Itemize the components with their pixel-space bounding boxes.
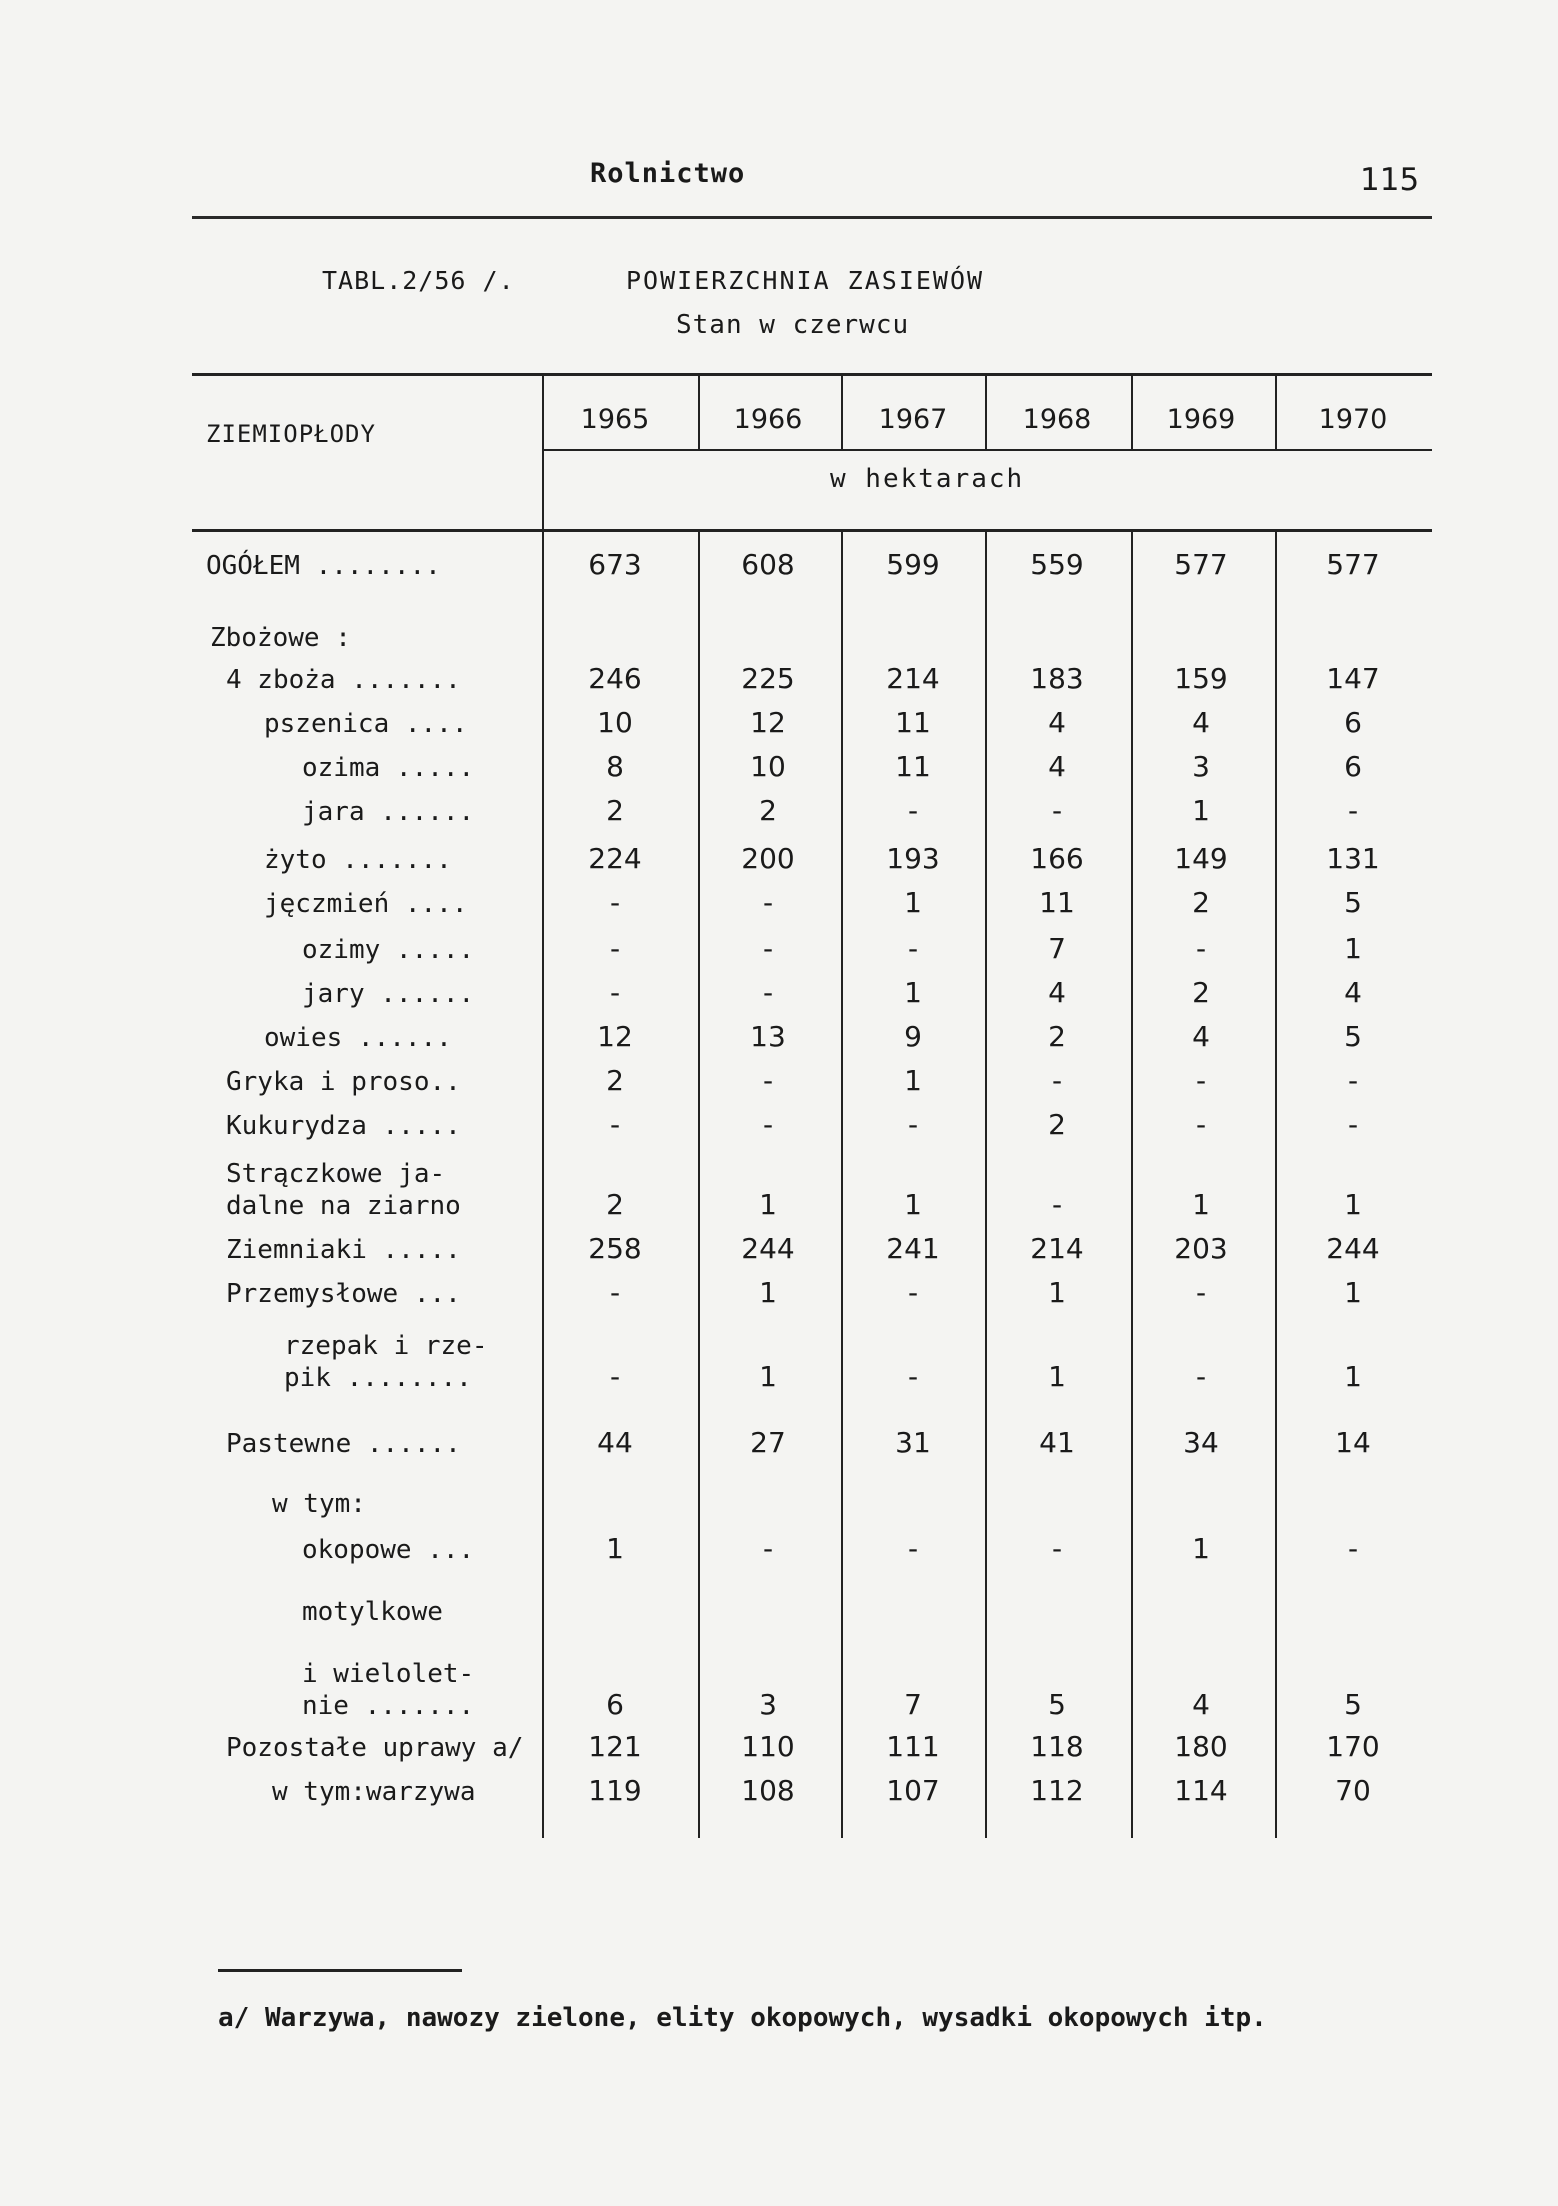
table-cell: 31 xyxy=(895,1426,931,1459)
table-cell: 180 xyxy=(1174,1730,1228,1763)
table-cell: 1 xyxy=(1344,932,1362,965)
table-cell: 214 xyxy=(1030,1232,1084,1265)
table-cell: 7 xyxy=(1048,932,1066,965)
table-cell: 10 xyxy=(750,750,786,783)
row-label: Przemysłowe ... xyxy=(226,1279,461,1309)
table-cell: 119 xyxy=(588,1774,642,1807)
table-cell: 4 xyxy=(1048,706,1066,739)
table-cell: 9 xyxy=(904,1020,922,1053)
table-cell: 608 xyxy=(741,548,795,581)
table-cell: 1 xyxy=(904,1188,922,1221)
table-cell: 108 xyxy=(741,1774,795,1807)
table-cell: 11 xyxy=(895,750,931,783)
table-cell: 1 xyxy=(1192,794,1210,827)
year-header: 1970 xyxy=(1318,404,1388,435)
table-cell: 34 xyxy=(1183,1426,1219,1459)
year-header: 1965 xyxy=(580,404,650,435)
table-cell: 2 xyxy=(1192,976,1210,1009)
table-cell: 1 xyxy=(1048,1276,1066,1309)
row-label: Kukurydza ..... xyxy=(226,1111,461,1141)
unit-label: w hektarach xyxy=(830,464,1025,494)
row-label: żyto ....... xyxy=(264,845,452,875)
table-cell: 559 xyxy=(1030,548,1084,581)
table-cell: 159 xyxy=(1174,662,1228,695)
table-cell: - xyxy=(1051,1064,1063,1097)
table-cell: 1 xyxy=(904,1064,922,1097)
table-cell: - xyxy=(762,1532,774,1565)
table-cell: 599 xyxy=(886,548,940,581)
table-cell: 5 xyxy=(1344,886,1362,919)
table-cell: 2 xyxy=(606,1064,624,1097)
table-cell: - xyxy=(1051,1188,1063,1221)
year-header: 1966 xyxy=(733,404,803,435)
table-cell: 6 xyxy=(606,1688,624,1721)
year-header: 1968 xyxy=(1022,404,1092,435)
table-cell: 1 xyxy=(1344,1360,1362,1393)
table-cell: 200 xyxy=(741,842,795,875)
table-cell: 11 xyxy=(895,706,931,739)
table-cell: 4 xyxy=(1048,750,1066,783)
table-cell: 118 xyxy=(1030,1730,1084,1763)
table-cell: 1 xyxy=(904,976,922,1009)
page-number: 115 xyxy=(1360,162,1420,198)
table-cell: 246 xyxy=(588,662,642,695)
row-label: w tym:warzywa xyxy=(272,1777,476,1807)
row-label: ozimy ..... xyxy=(302,935,475,965)
table-cell: 2 xyxy=(1048,1108,1066,1141)
table-cell: 193 xyxy=(886,842,940,875)
table-cell: 166 xyxy=(1030,842,1084,875)
table-cell: 2 xyxy=(1048,1020,1066,1053)
table-cell: - xyxy=(762,932,774,965)
table-cell: - xyxy=(1051,1532,1063,1565)
table-cell: 112 xyxy=(1030,1774,1084,1807)
row-label: w tym: xyxy=(272,1489,366,1519)
row-label: owies ...... xyxy=(264,1023,452,1053)
table-cell: - xyxy=(609,1360,621,1393)
table-cell: - xyxy=(1195,1276,1207,1309)
table-cell: 111 xyxy=(886,1730,940,1763)
table-cell: 1 xyxy=(759,1276,777,1309)
table-cell: 224 xyxy=(588,842,642,875)
table-cell: 5 xyxy=(1344,1020,1362,1053)
table-cell: 183 xyxy=(1030,662,1084,695)
table-cell: 1 xyxy=(759,1188,777,1221)
table-cell: 5 xyxy=(1048,1688,1066,1721)
years-rule xyxy=(542,449,1432,451)
table-cell: - xyxy=(1195,932,1207,965)
table-cell: 258 xyxy=(588,1232,642,1265)
table-cell: 1 xyxy=(1192,1188,1210,1221)
table-cell: 5 xyxy=(1344,1688,1362,1721)
table-title: POWIERZCHNIA ZASIEWÓW xyxy=(626,266,985,295)
table-cell: 70 xyxy=(1335,1774,1371,1807)
table-cell: 2 xyxy=(606,1188,624,1221)
table-cell: - xyxy=(762,1064,774,1097)
table-cell: 225 xyxy=(741,662,795,695)
table-cell: 41 xyxy=(1039,1426,1075,1459)
table-cell: 4 xyxy=(1048,976,1066,1009)
table-cell: - xyxy=(907,794,919,827)
table-cell: 2 xyxy=(606,794,624,827)
row-label: Gryka i proso.. xyxy=(226,1067,461,1097)
header-bottom-rule xyxy=(192,529,1432,532)
table-cell: - xyxy=(907,932,919,965)
footnote-rule xyxy=(218,1969,462,1972)
table-cell: - xyxy=(1347,1108,1359,1141)
table-cell: 107 xyxy=(886,1774,940,1807)
table-cell: 4 xyxy=(1192,706,1210,739)
table-cell: 27 xyxy=(750,1426,786,1459)
table-cell: 13 xyxy=(750,1020,786,1053)
table-cell: 114 xyxy=(1174,1774,1228,1807)
table-cell: 1 xyxy=(1344,1188,1362,1221)
row-label: jary ...... xyxy=(302,979,475,1009)
table-cell: 8 xyxy=(606,750,624,783)
table-cell: 3 xyxy=(1192,750,1210,783)
table-cell: 147 xyxy=(1326,662,1380,695)
row-label: i wielolet- nie ....... xyxy=(302,1659,475,1721)
row-label: 4 zboża ....... xyxy=(226,665,461,695)
row-label: OGÓŁEM ........ xyxy=(206,551,441,581)
table-cell: - xyxy=(1195,1064,1207,1097)
table-cell: 577 xyxy=(1326,548,1380,581)
table-cell: - xyxy=(907,1108,919,1141)
table-cell: 4 xyxy=(1192,1020,1210,1053)
year-header: 1967 xyxy=(878,404,948,435)
table-cell: - xyxy=(1195,1360,1207,1393)
table-cell: - xyxy=(609,1276,621,1309)
table-cell: - xyxy=(762,976,774,1009)
table-cell: - xyxy=(762,886,774,919)
table-cell: 149 xyxy=(1174,842,1228,875)
table-cell: - xyxy=(1347,1532,1359,1565)
table-cell: 577 xyxy=(1174,548,1228,581)
table-label: TABL.2/56 /. xyxy=(322,266,515,295)
table-cell: 214 xyxy=(886,662,940,695)
table-cell: - xyxy=(907,1276,919,1309)
row-label: Ziemniaki ..... xyxy=(226,1235,461,1265)
row-label: Pastewne ...... xyxy=(226,1429,461,1459)
table-cell: 3 xyxy=(759,1688,777,1721)
table-cell: - xyxy=(1347,794,1359,827)
table-cell: - xyxy=(907,1360,919,1393)
table-cell: 4 xyxy=(1344,976,1362,1009)
footnote: a/ Warzywa, nawozy zielone, elity okopowych, wysadki okopowych itp. xyxy=(218,2003,1267,2033)
row-label: motylkowe xyxy=(302,1597,443,1627)
table-cell: 2 xyxy=(759,794,777,827)
table-cell: 1 xyxy=(1344,1276,1362,1309)
row-label: jęczmień .... xyxy=(264,889,468,919)
table-cell: 170 xyxy=(1326,1730,1380,1763)
row-label: Pozostałe uprawy a/ xyxy=(226,1733,524,1763)
table-cell: 6 xyxy=(1344,750,1362,783)
row-label: Strączkowe ja- dalne na ziarno xyxy=(226,1159,461,1221)
table-subtitle: Stan w czerwcu xyxy=(676,310,910,340)
row-label: pszenica .... xyxy=(264,709,468,739)
table-cell: 4 xyxy=(1192,1688,1210,1721)
row-label: jara ...... xyxy=(302,797,475,827)
header-rule xyxy=(192,216,1432,219)
stub-header: ZIEMIOPŁODY xyxy=(206,420,376,448)
table-cell: 241 xyxy=(886,1232,940,1265)
table-cell: 1 xyxy=(606,1532,624,1565)
row-label: Zbożowe : xyxy=(210,623,351,653)
table-cell: 110 xyxy=(741,1730,795,1763)
table-cell: - xyxy=(907,1532,919,1565)
table-cell: 1 xyxy=(759,1360,777,1393)
page-header-title: Rolnictwo xyxy=(590,158,746,189)
table-cell: 121 xyxy=(588,1730,642,1763)
table-cell: 7 xyxy=(904,1688,922,1721)
row-label: rzepak i rze- pik ........ xyxy=(284,1331,488,1393)
table-cell: 203 xyxy=(1174,1232,1228,1265)
table-cell: 131 xyxy=(1326,842,1380,875)
table-cell: - xyxy=(1347,1064,1359,1097)
year-header: 1969 xyxy=(1166,404,1236,435)
table-cell: - xyxy=(609,932,621,965)
stub-divider xyxy=(542,373,544,1838)
table-cell: 244 xyxy=(741,1232,795,1265)
table-cell: 12 xyxy=(750,706,786,739)
table-cell: 11 xyxy=(1039,886,1075,919)
table-cell: 244 xyxy=(1326,1232,1380,1265)
table-cell: - xyxy=(1195,1108,1207,1141)
table-cell: - xyxy=(609,1108,621,1141)
table-cell: 1 xyxy=(1048,1360,1066,1393)
row-label: ozima ..... xyxy=(302,753,475,783)
table-cell: - xyxy=(1051,794,1063,827)
table-cell: - xyxy=(762,1108,774,1141)
row-label: okopowe ... xyxy=(302,1535,475,1565)
table-cell: 1 xyxy=(904,886,922,919)
table-cell: 14 xyxy=(1335,1426,1371,1459)
table-cell: - xyxy=(609,976,621,1009)
table-cell: 2 xyxy=(1192,886,1210,919)
table-top-rule xyxy=(192,373,1432,376)
table-cell: 1 xyxy=(1192,1532,1210,1565)
table-cell: 44 xyxy=(597,1426,633,1459)
table-cell: 10 xyxy=(597,706,633,739)
table-cell: 673 xyxy=(588,548,642,581)
table-cell: 12 xyxy=(597,1020,633,1053)
table-cell: 6 xyxy=(1344,706,1362,739)
table-cell: - xyxy=(609,886,621,919)
